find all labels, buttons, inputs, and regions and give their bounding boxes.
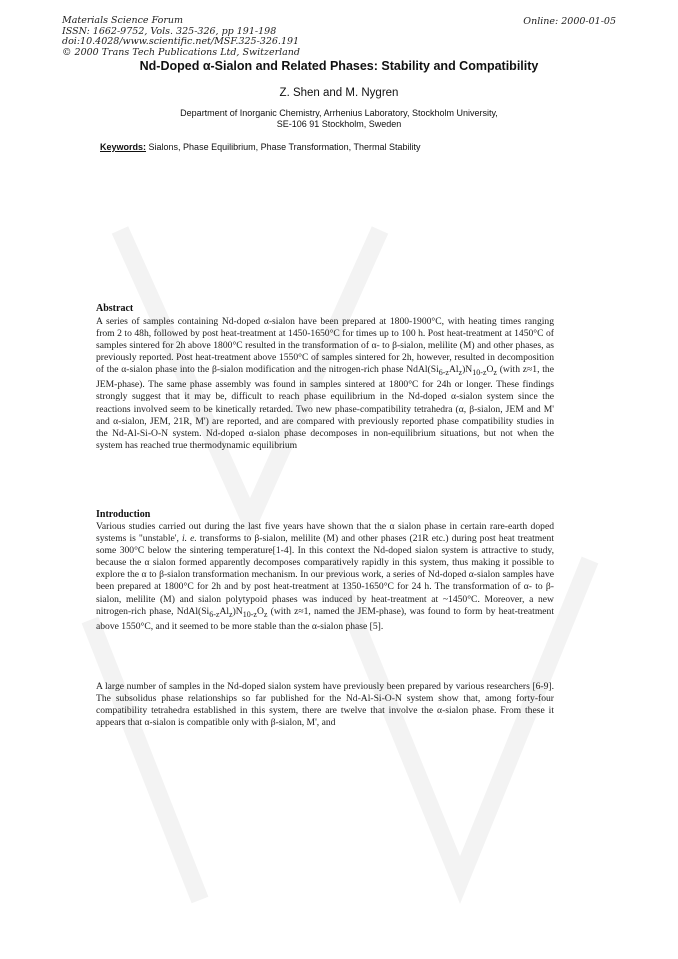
authors: Z. Shen and M. Nygren [279, 87, 399, 99]
abstract-paragraph: A series of samples containing Nd-doped α-sialon have been prepared at 1800-1900°C, with heating times ranging from 2 to 48h, followed by post heat-treatment at 1450-1650°C for times up to 100 h. Post heat-treatment at 1450°C of samples sintered for 2h above 1800°C resulted in the transformation of α- to β-sialon, melilite (M) and other phases, as previously reported. Post heat-treatment above 1550°C of samples sintered for 2h, however, resulted in decomposition of the α-sialon phase into the β-sialon modification and the nitrogen-rich phase $NdAl(Si_{6-z}Al_z)N_{10-z}O_z$ (with z≈1, the JEM-phase). The same phase assembly was found in samples sintered at 1800°C for 24h or longer. These findings strongly suggest that it may be, difficult to reach phase equilibrium in the Nd-doped α-sialon system since the reactions involved seem to be kinetically retarded. Two new phase-compatibility tetrahedra (α, β-sialon, JEM and M' and α-sialon, JEM, 21R, M') are reported, and are compared with previously reported phase compatibility studies in the Nd-Al-Si-O-N system. Nd-doped α-sialon phase decomposes in non-equilibrium situations, but not when the system has reached true thermodynamic equilibrium [96, 316, 554, 451]
copyright-line: © 2000 Trans Tech Publications Ltd, Switzerland [62, 46, 301, 58]
online-date: Online: 2000-01-05 [523, 16, 616, 27]
affiliation-line-2: SE-106 91 Stockholm, Sweden [276, 119, 402, 129]
paper-title [100, 60, 578, 73]
issn-line: ISSN: 1662-9752, Vols. 325-326, pp 191-198 [62, 25, 277, 37]
introduction-paragraph-2: A large number of samples in the Nd-doped sialon system have previously been prepared by various researchers [6-9]. The subsolidus phase relationships so far published for the Nd-Al-Si-O-N system show that, among forty-four compatibility tetrahedra established in this system, there are twelve that involve the α-sialon phase. From these it appears that α-sialon is compatible only with β-sialon, M', and [96, 681, 554, 729]
journal-name: Materials Science Forum [62, 15, 184, 26]
keywords-text: Sialons, Phase Equilibrium, Phase Transformation, Thermal Stability [148, 142, 421, 152]
affiliation-line-1: Department of Inorganic Chemistry, Arrhenius Laboratory, Stockholm University, [180, 108, 498, 118]
doi-line: doi:10.4028/www.scientific.net/MSF.325-326.191 [62, 36, 300, 48]
keywords [100, 142, 421, 152]
paper-title-text: Nd-Doped α-Sialon and Related Phases: Stability and Compatibility [139, 60, 539, 73]
affiliation [0, 108, 678, 130]
abstract-heading: Abstract [96, 303, 134, 314]
introduction-heading: Introduction [96, 509, 151, 520]
keywords-label: Keywords: [100, 142, 147, 152]
introduction-paragraph-1: Various studies carried out during the last five years have shown that the α sialon phase in certain rare-earth doped systems is "unstable', i. e. transforms to β-sialon, melilite (M) and other phases (21R etc.) during post heat treatment some 300°C below the sintering temperature[1-4]. In this context the Nd-doped sialon system is attractive to study, because the α sialon formed apparently decomposes comparatively rapidly in this system, thus making it possible to explore the α to β-sialon transformation mechanism. In our previous work, a series of Nd-doped α-sialon samples have been prepared at 1800°C for 2h and by post heat-treatment at 1350-1650°C for 24 h. The transformation of α- to β-sialon, melilite (M) and sialon polytypoid phases was induced by heat-treatment at ~1450°C. Moreover, a new nitrogen-rich phase, $NdAl(Si_{6-z}Al_z)N_{10-z}O_z$ (with z≈1, named the JEM-phase), was found to form by heat-treatment above 1550°C, and it seemed to be more stable than the α-sialon phase [5]. [96, 521, 554, 632]
journal-header [62, 16, 300, 58]
